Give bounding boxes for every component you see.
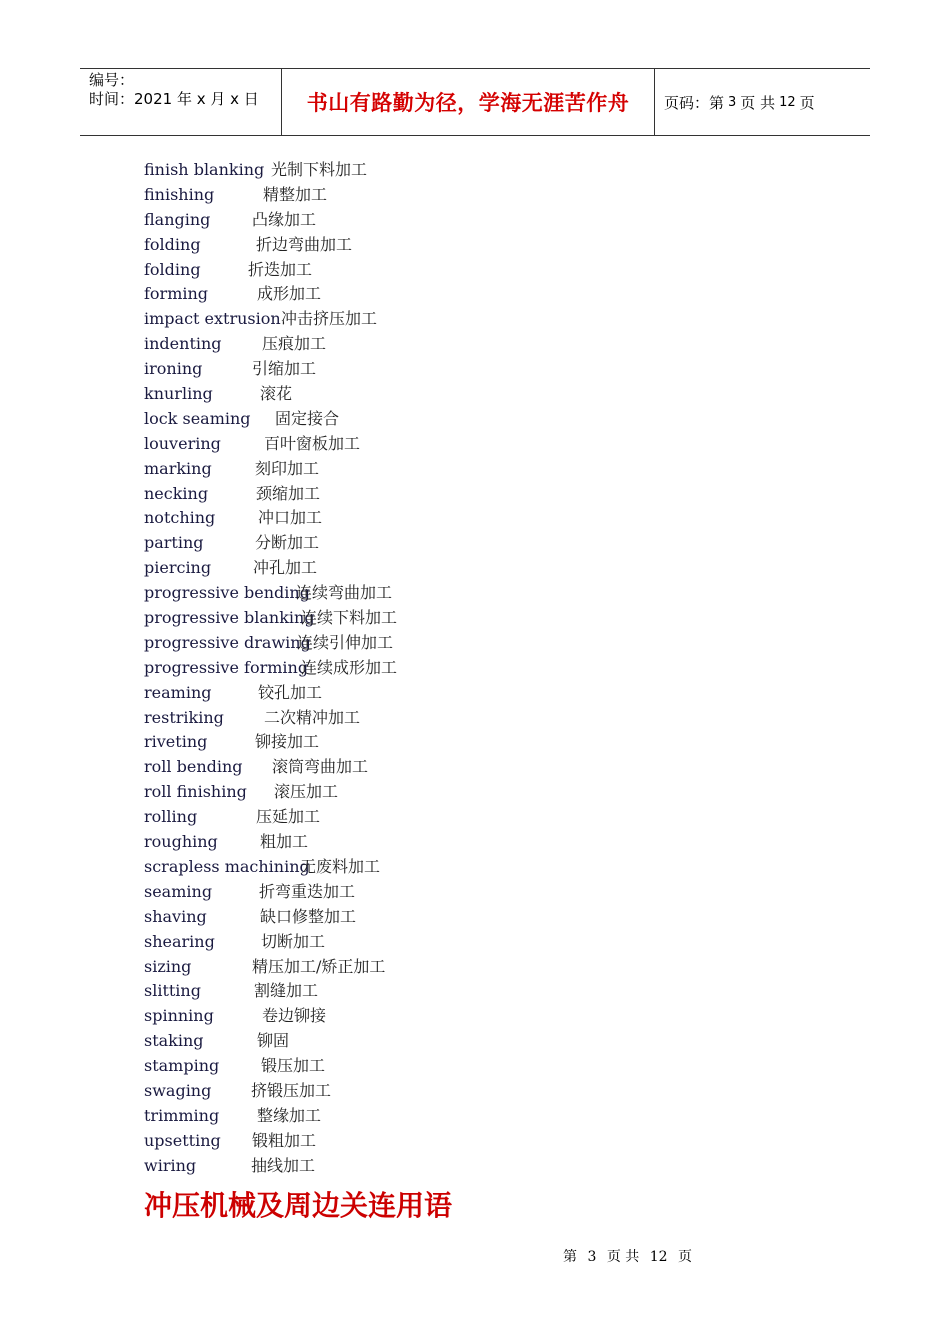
glossary-row bbox=[144, 706, 361, 731]
term-chinese: 折迭加工 bbox=[248, 259, 313, 279]
term-chinese: 精整加工 bbox=[263, 184, 328, 204]
term-chinese: 滚筒弯曲加工 bbox=[272, 757, 369, 777]
glossary-row bbox=[144, 1079, 332, 1104]
glossary-row bbox=[144, 855, 381, 880]
glossary-row bbox=[144, 282, 322, 307]
term-chinese: 刻印加工 bbox=[255, 458, 320, 478]
term-english: knurling bbox=[144, 384, 213, 404]
glossary-row bbox=[144, 681, 323, 706]
term-chinese: 连续成形加工 bbox=[301, 657, 398, 677]
term-english: parting bbox=[144, 533, 204, 553]
section-title: 冲压机械及周边关连用语 bbox=[144, 1189, 453, 1222]
term-english: slitting bbox=[144, 981, 201, 1001]
term-english: swaging bbox=[144, 1080, 212, 1100]
term-english: reaming bbox=[144, 682, 212, 702]
term-chinese: 连续弯曲加工 bbox=[296, 583, 393, 603]
term-english: flanging bbox=[144, 209, 211, 229]
header-page-suffix: 页 bbox=[799, 93, 815, 112]
term-english: progressive forming bbox=[144, 657, 309, 677]
term-english: shearing bbox=[144, 931, 215, 951]
term-chinese: 冲口加工 bbox=[258, 508, 323, 528]
term-english: folding bbox=[144, 259, 201, 279]
term-english: roll bending bbox=[144, 757, 243, 777]
term-english: progressive blanking bbox=[144, 608, 315, 628]
term-chinese: 连续引伸加工 bbox=[297, 632, 394, 652]
term-chinese: 铆接加工 bbox=[255, 732, 320, 752]
document-number-label: 编号： bbox=[89, 71, 135, 89]
term-english: ironing bbox=[144, 359, 203, 379]
term-chinese: 滚压加工 bbox=[274, 782, 339, 802]
term-english: rolling bbox=[144, 807, 198, 827]
term-chinese: 压延加工 bbox=[256, 807, 321, 827]
term-english: piercing bbox=[144, 558, 212, 578]
glossary-row bbox=[144, 1029, 315, 1054]
glossary-row bbox=[144, 307, 378, 332]
glossary-row bbox=[144, 1054, 326, 1079]
page-header bbox=[80, 68, 870, 136]
term-english: indenting bbox=[144, 334, 222, 354]
header-motto-cell bbox=[282, 69, 655, 135]
glossary-row bbox=[144, 656, 398, 681]
term-chinese: 锻粗加工 bbox=[252, 1130, 317, 1150]
glossary-row bbox=[144, 158, 368, 183]
term-chinese: 压痕加工 bbox=[262, 334, 327, 354]
glossary-row bbox=[144, 979, 319, 1004]
header-page-current: 3 bbox=[728, 94, 737, 110]
term-english: upsetting bbox=[144, 1130, 221, 1150]
glossary-row bbox=[144, 457, 320, 482]
glossary-row bbox=[144, 780, 339, 805]
term-english: marking bbox=[144, 458, 212, 478]
glossary-row bbox=[144, 556, 318, 581]
glossary-row bbox=[144, 382, 315, 407]
header-page-info bbox=[655, 69, 870, 135]
term-chinese: 百叶窗板加工 bbox=[264, 433, 361, 453]
glossary-row bbox=[144, 432, 361, 457]
term-english: roll finishing bbox=[144, 782, 247, 802]
term-chinese: 锻压加工 bbox=[261, 1056, 326, 1076]
term-english: trimming bbox=[144, 1105, 220, 1125]
term-chinese: 分断加工 bbox=[255, 533, 320, 553]
term-english: sizing bbox=[144, 956, 192, 976]
glossary-row bbox=[144, 531, 320, 556]
term-english: impact extrusion bbox=[144, 309, 281, 329]
header-page-total: 12 bbox=[779, 94, 796, 110]
glossary-row bbox=[144, 1004, 327, 1029]
footer-total: 12 bbox=[649, 1249, 668, 1265]
term-english: roughing bbox=[144, 832, 218, 852]
term-chinese: 二次精冲加工 bbox=[264, 707, 361, 727]
term-chinese: 割缝加工 bbox=[254, 981, 319, 1001]
term-chinese: 挤锻压加工 bbox=[251, 1080, 332, 1100]
term-chinese: 滚花 bbox=[260, 384, 293, 404]
term-english: seaming bbox=[144, 881, 213, 901]
term-chinese: 卷边铆接 bbox=[262, 1006, 327, 1026]
glossary-row bbox=[144, 183, 328, 208]
glossary-row bbox=[144, 805, 321, 830]
glossary-row bbox=[144, 880, 356, 905]
term-chinese: 颈缩加工 bbox=[256, 483, 321, 503]
glossary-row bbox=[144, 631, 394, 656]
header-page-prefix: 页码：第 bbox=[664, 93, 725, 112]
term-chinese: 粗加工 bbox=[260, 832, 309, 852]
term-english: notching bbox=[144, 508, 216, 528]
glossary-row bbox=[144, 233, 353, 258]
term-chinese: 冲孔加工 bbox=[253, 558, 318, 578]
footer-current: 3 bbox=[587, 1249, 597, 1265]
term-chinese: 折弯重迭加工 bbox=[259, 881, 356, 901]
header-page-middle: 页 共 bbox=[740, 93, 776, 112]
term-english: wiring bbox=[144, 1155, 197, 1175]
glossary-row bbox=[144, 482, 321, 507]
term-chinese: 精压加工/矫正加工 bbox=[252, 956, 386, 976]
glossary-row bbox=[144, 208, 315, 233]
footer-prefix: 第 bbox=[563, 1249, 577, 1265]
footer-middle: 页 共 bbox=[606, 1249, 640, 1265]
footer-suffix: 页 bbox=[678, 1249, 693, 1265]
glossary-row bbox=[144, 1154, 315, 1179]
term-english: louvering bbox=[144, 433, 221, 453]
glossary-row bbox=[144, 755, 369, 780]
glossary-row bbox=[144, 905, 357, 930]
term-chinese: 光制下料加工 bbox=[271, 160, 368, 179]
term-chinese: 缺口修整加工 bbox=[260, 906, 357, 926]
term-english: necking bbox=[144, 483, 209, 503]
term-english: lock seaming bbox=[144, 408, 251, 428]
term-chinese: 折边弯曲加工 bbox=[256, 234, 353, 254]
term-english: restriking bbox=[144, 707, 224, 727]
glossary-row bbox=[144, 1104, 322, 1129]
term-chinese: 成形加工 bbox=[257, 284, 322, 304]
term-english: staking bbox=[144, 1031, 204, 1051]
term-chinese: 无废料加工 bbox=[300, 856, 381, 876]
glossary-row bbox=[144, 407, 340, 432]
term-chinese: 切断加工 bbox=[261, 931, 326, 951]
glossary-row bbox=[144, 730, 320, 755]
glossary-row bbox=[144, 581, 393, 606]
term-chinese: 抽线加工 bbox=[251, 1155, 316, 1175]
glossary-row bbox=[144, 955, 386, 980]
term-chinese: 冲击挤压加工 bbox=[281, 309, 378, 329]
term-chinese: 固定接合 bbox=[275, 408, 340, 428]
term-chinese: 整缘加工 bbox=[257, 1105, 322, 1125]
glossary-row bbox=[144, 830, 315, 855]
glossary-row bbox=[144, 258, 315, 283]
term-english: stamping bbox=[144, 1056, 220, 1076]
term-english: forming bbox=[144, 284, 209, 304]
term-english: progressive bending bbox=[144, 583, 310, 603]
term-english: finish blanking bbox=[144, 160, 265, 179]
term-english: spinning bbox=[144, 1006, 214, 1026]
term-english: progressive drawing bbox=[144, 632, 311, 652]
document-time-label: 时间：2021 年 x 月 x 日 bbox=[89, 90, 259, 108]
glossary-row bbox=[144, 332, 327, 357]
page-footer bbox=[563, 1246, 692, 1266]
glossary-row bbox=[144, 357, 315, 382]
glossary-row bbox=[144, 606, 398, 631]
term-chinese: 引缩加工 bbox=[252, 359, 317, 379]
term-chinese: 连续下料加工 bbox=[301, 608, 398, 628]
glossary-row bbox=[144, 930, 326, 955]
glossary-row bbox=[144, 506, 323, 531]
term-chinese: 铆固 bbox=[257, 1031, 290, 1051]
glossary-row bbox=[144, 1129, 315, 1154]
term-chinese: 铰孔加工 bbox=[258, 682, 323, 702]
term-english: finishing bbox=[144, 184, 215, 204]
glossary-list bbox=[144, 158, 398, 1179]
header-motto: 书山有路勤为径，学海无涯苦作舟 bbox=[306, 91, 630, 115]
header-meta bbox=[80, 69, 282, 135]
term-english: scrapless machining bbox=[144, 856, 310, 876]
term-english: shaving bbox=[144, 906, 207, 926]
term-chinese: 凸缘加工 bbox=[252, 209, 317, 229]
term-english: riveting bbox=[144, 732, 208, 752]
term-english: folding bbox=[144, 234, 201, 254]
